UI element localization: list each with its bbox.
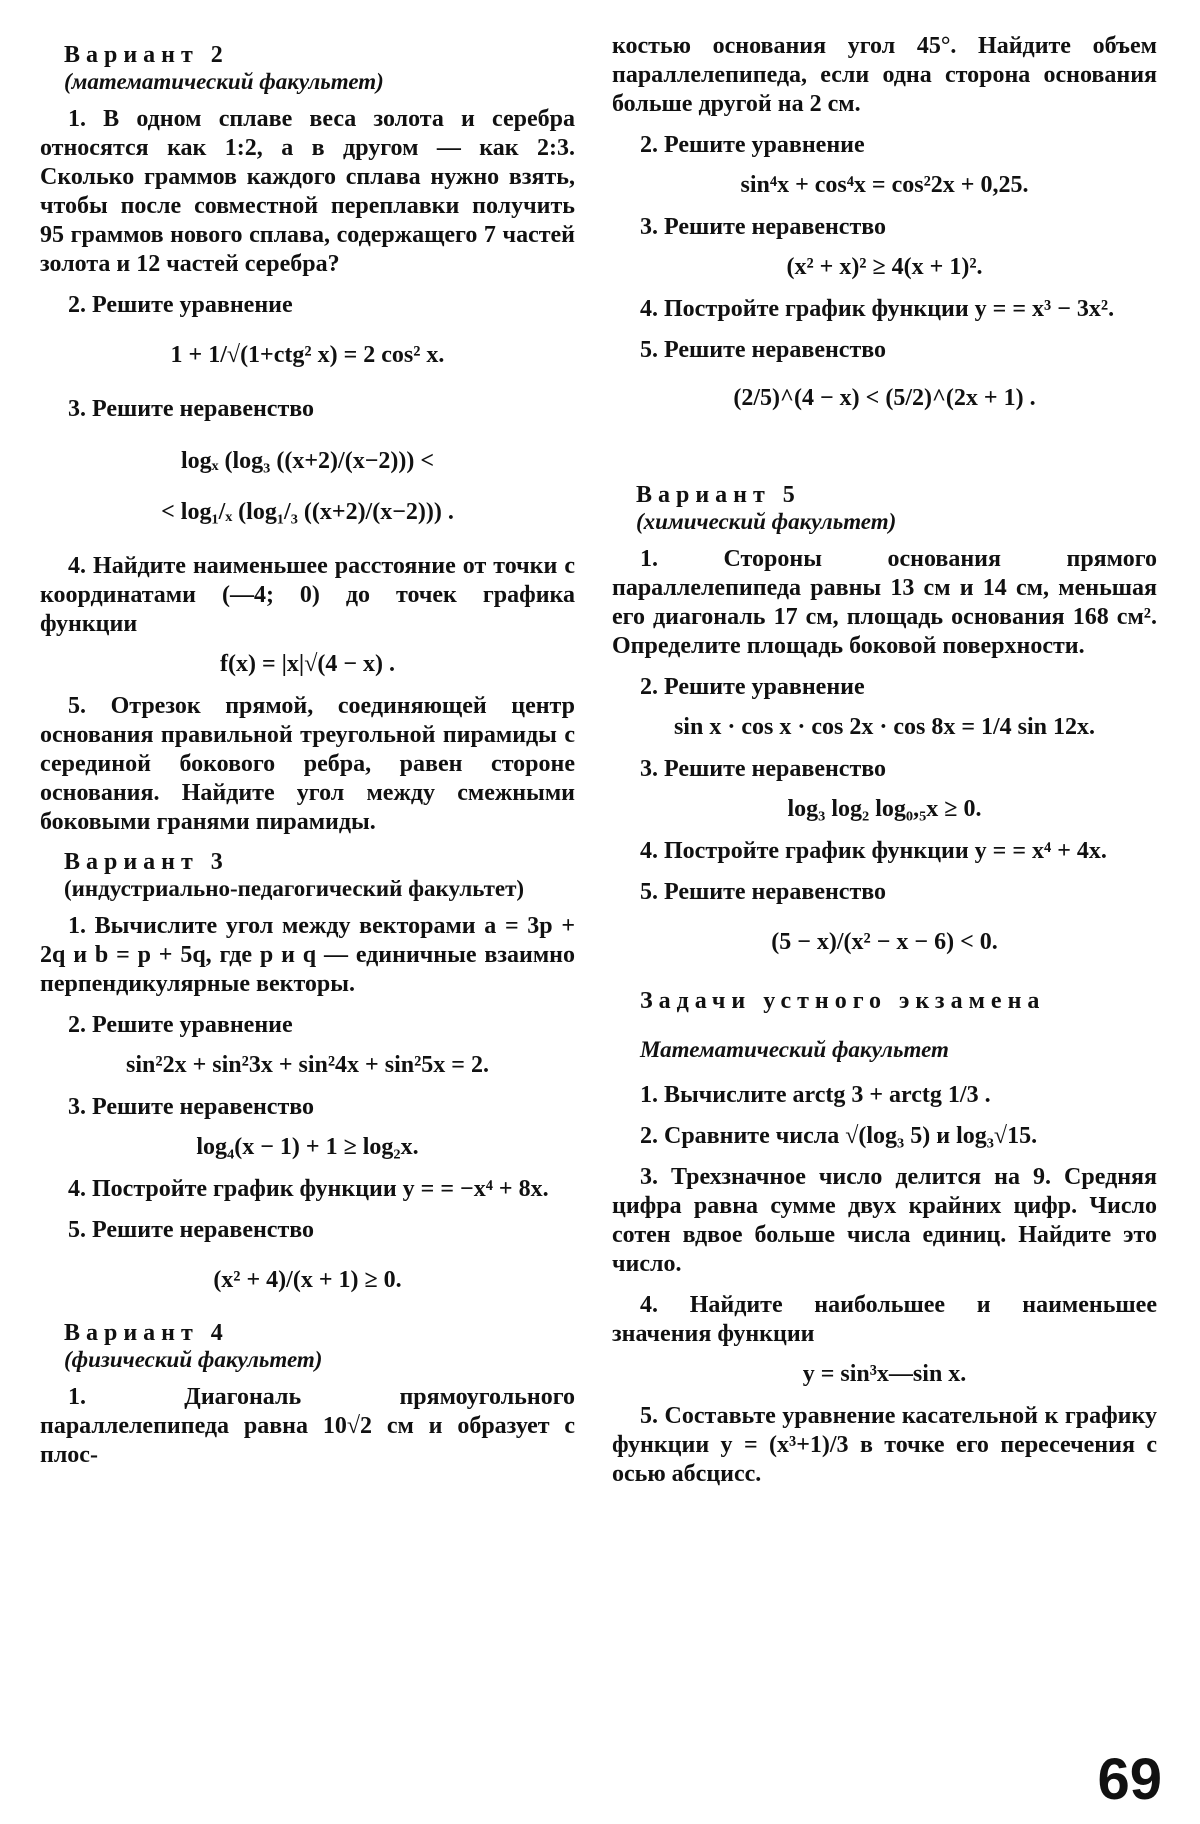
v5-formula-3: log₃ log₂ log₀,₅x ≥ 0.: [787, 796, 982, 822]
v3-formula-3: log₄(x − 1) + 1 ≥ log₂x.: [196, 1134, 419, 1160]
v4-task-3: 3. Решите неравенство: [640, 214, 887, 240]
variant-5-title: Вариант 5: [636, 482, 801, 508]
v3-task-5: 5. Решите неравенство: [68, 1217, 315, 1243]
oral-task-3: 3. Трехзначное число делится на 9. Средняя цифра равна сумме двух крайних цифр. Число сотен вдвое больше числа единиц. Найдите это число.: [612, 1164, 1157, 1277]
v2-formula-3a: logₓ (log₃ ((x+2)/(x−2))) <: [180, 448, 435, 474]
v2-task-4: 4. Найдите наименьшее расстояние от точки с координатами (—4; 0) до точек графика функции: [40, 553, 575, 637]
v5-formula-2: sin x · cos x · cos 2x · cos 8x = 1/4 sin 12x.: [673, 714, 1096, 740]
right-column: [612, 32, 1157, 1501]
v4-formula-5: (2/5)^(4 − x) < (5/2)^(2x + 1) .: [733, 385, 1036, 411]
v4-task-5: 5. Решите неравенство: [640, 337, 887, 363]
variant-4-faculty: (физический факультет): [64, 1347, 323, 1372]
v2-formula-3b: < log₁/ₓ (log₁/₃ ((x+2)/(x−2))) .: [161, 499, 454, 525]
variant-3-faculty: (индустриально-педагогический факультет): [64, 876, 525, 901]
v2-formula-4: f(x) = |x|√(4 − x) .: [219, 651, 396, 677]
oral-exam-faculty: Математический факультет: [640, 1037, 949, 1062]
variant-5-faculty: (химический факультет): [636, 509, 897, 534]
v5-task-5: 5. Решите неравенство: [640, 879, 887, 905]
v5-formula-5: (5 − x)/(x² − x − 6) < 0.: [771, 929, 998, 955]
oral-task-1: 1. Вычислите arctg 3 + arctg 1/3 .: [640, 1082, 991, 1108]
v5-task-3: 3. Решите неравенство: [640, 756, 887, 782]
page-number: 69: [1097, 1747, 1162, 1812]
v3-task-3: 3. Решите неравенство: [68, 1094, 315, 1120]
oral-exam-title: Задачи устного экзамена: [640, 988, 1046, 1014]
v2-task-2: 2. Решите уравнение: [68, 292, 293, 318]
v3-formula-2: sin²2x + sin²3x + sin²4x + sin²5x = 2.: [126, 1052, 489, 1078]
v3-task-1: 1. Вычислите угол между векторами a = 3p + 2q и b = p + 5q, где p и q — единичные взаимно перпендикулярные векторы.: [40, 913, 575, 997]
v4-task-4: 4. Постройте график функции y = = x³ − 3x².: [640, 296, 1115, 322]
variant-3-title: Вариант 3: [64, 849, 229, 875]
v2-task-5: 5. Отрезок прямой, соединяющей центр основания правильной треугольной пирамиды с серединой бокового ребра, равен стороне основания. Найдите угол между смежными боковыми гранями пирамиды.: [40, 693, 575, 835]
v4-formula-2: sin⁴x + cos⁴x = cos²2x + 0,25.: [740, 172, 1029, 198]
v3-task-4: 4. Постройте график функции y = = −x⁴ + 8x.: [68, 1176, 549, 1202]
v2-task-1: 1. В одном сплаве веса золота и серебра относятся как 1:2, а в другом — как 2:3. Сколько граммов каждого сплава нужно взять, чтобы после совместной переплавки получить 95 граммов нового сплава, содержащего 7 частей золота и 12 частей серебра?: [40, 106, 575, 277]
v5-task-4: 4. Постройте график функции y = = x⁴ + 4x.: [640, 838, 1107, 864]
v2-formula-2: 1 + 1/√(1+ctg² x) = 2 cos² x.: [170, 342, 445, 368]
v5-task-2: 2. Решите уравнение: [640, 674, 865, 700]
oral-task-5: 5. Составьте уравнение касательной к графику функции y = (x³+1)/3 в точке его пересечения с осью абсцисс.: [612, 1403, 1157, 1487]
left-column: [40, 32, 575, 1482]
v2-task-3: 3. Решите неравенство: [68, 396, 315, 422]
variant-4-title: Вариант 4: [64, 1320, 229, 1346]
v4-formula-3: (x² + x)² ≥ 4(x + 1)².: [786, 254, 983, 280]
v3-task-2: 2. Решите уравнение: [68, 1012, 293, 1038]
oral-task-4: 4. Найдите наибольшее и наименьшее значения функции: [612, 1292, 1157, 1347]
variant-2-title: Вариант 2: [64, 42, 229, 68]
v5-task-1: 1. Стороны основания прямого параллелепипеда равны 13 см и 14 см, меньшая его диагональ 17 см, площадь основания 168 см². Определите площадь боковой поверхности.: [612, 546, 1157, 659]
v3-formula-5: (x² + 4)/(x + 1) ≥ 0.: [213, 1267, 402, 1293]
oral-task-2: 2. Сравните числа √(log₃ 5) и log₃√15.: [640, 1123, 1038, 1149]
variant-2-faculty: (математический факультет): [64, 69, 384, 94]
v4-task-1-continued: костью основания угол 45°. Найдите объем параллелепипеда, если одна сторона основания больше другой на 2 см.: [612, 33, 1157, 117]
v4-task-2: 2. Решите уравнение: [640, 132, 865, 158]
v4-task-1: 1. Диагональ прямоугольного параллелепипеда равна 10√2 см и образует с плос-: [40, 1384, 575, 1468]
oral-formula-4: y = sin³x—sin x.: [802, 1361, 967, 1387]
